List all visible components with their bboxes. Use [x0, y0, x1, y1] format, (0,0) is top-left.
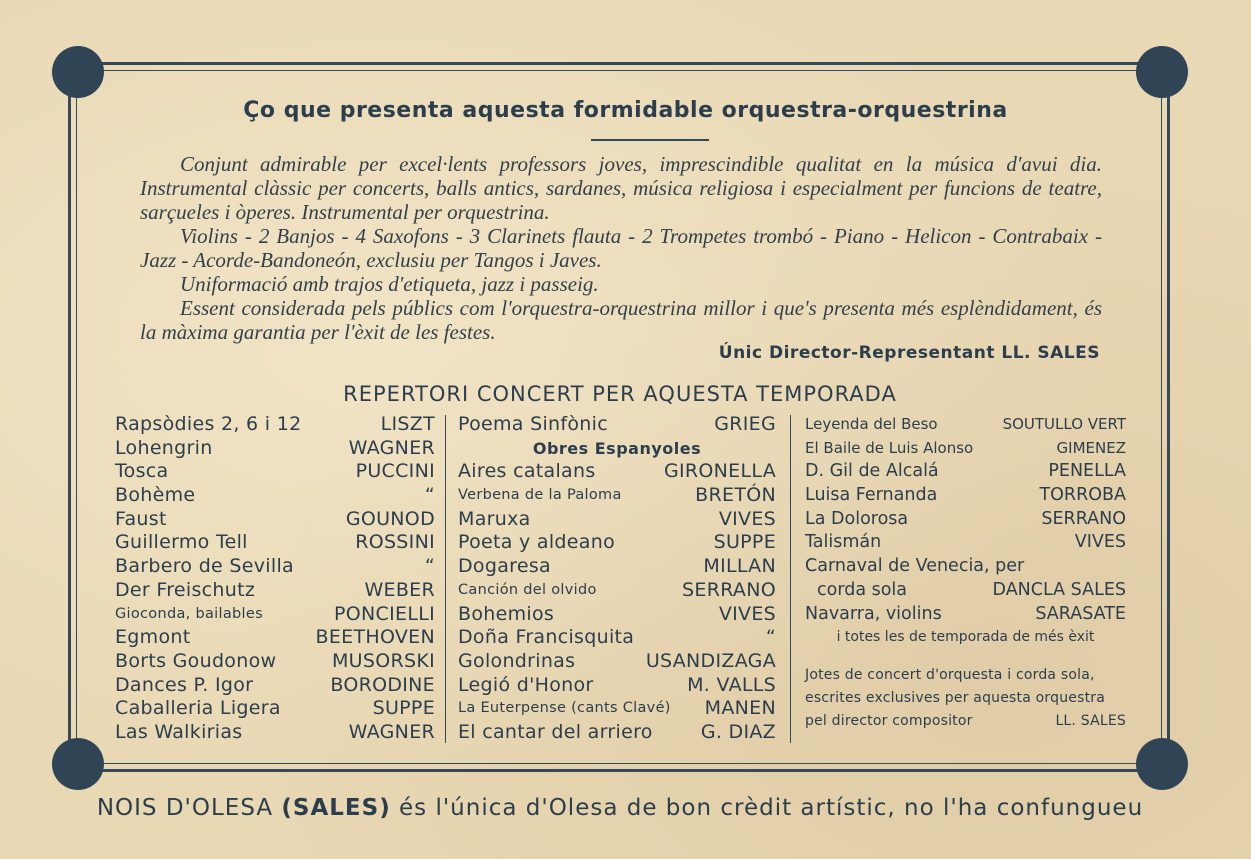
repertoire-item: Caballeria Ligera SUPPE — [115, 697, 435, 720]
intro-text — [140, 152, 1102, 344]
repertoire-item: Dances P. Igor BORODINE — [115, 673, 435, 696]
repertoire-item: Leyenda del Beso SOUTULLO VERT — [805, 415, 1126, 433]
repertoire-item: Faust GOUNOD — [115, 507, 435, 530]
jotes-signature: LL. SALES — [1055, 712, 1126, 729]
repertoire-item: Canción del olvido SERRANO — [458, 578, 776, 601]
repertoire-item: Guillermo Tell ROSSINI — [115, 531, 435, 554]
corner-ornament — [1136, 738, 1188, 790]
intro-paragraph: Uniformació amb trajos d'etiqueta, jazz i passeig. — [180, 272, 599, 296]
season-note: i totes les de temporada de més èxit — [836, 629, 1095, 646]
headline: Ço que presenta aquesta formidable orquestra-orquestrina — [243, 98, 1008, 123]
repertoire-item: Talismán VIVES — [805, 532, 1126, 553]
jotes-note — [805, 664, 1126, 733]
corner-ornament — [1136, 46, 1188, 98]
repertoire-item: Der Freischutz WEBER — [115, 578, 435, 601]
repertoire-item: Verbena de la Paloma BRETÓN — [458, 484, 776, 507]
repertoire-item: Golondrinas USANDIZAGA — [458, 649, 776, 672]
repertoire-item: La Euterpense (cants Clavé) MANEN — [458, 697, 776, 720]
corner-ornament — [52, 738, 104, 790]
repertoire-item: Lohengrin WAGNER — [115, 436, 435, 459]
repertoire-item: Maruxa VIVES — [458, 507, 776, 530]
repertoire-column-3 — [805, 413, 1126, 733]
director-line: Únic Director-Representant LL. SALES — [718, 343, 1100, 363]
repertoire-item: Bohemios VIVES — [458, 602, 776, 625]
repertoire-item: Aires catalans GIRONELLA — [458, 460, 776, 483]
headline-underline — [591, 139, 709, 141]
repertoire-item: corda sola DANCLA SALES — [817, 579, 1126, 600]
jotes-line: escrites exclusives per aquesta orquestra — [805, 689, 1106, 706]
repertoire-item: Rapsòdies 2, 6 i 12 LISZT — [115, 413, 435, 435]
repertoire-item: Doña Francisquita “ — [458, 626, 776, 649]
jotes-line: Jotes de concert d'orquesta i corda sola, — [805, 666, 1095, 683]
repertoire-column-1 — [115, 413, 435, 745]
repertoire-item: Luisa Fernanda TORROBA — [805, 485, 1126, 506]
repertoire-item: Las Walkirias WAGNER — [115, 720, 435, 743]
column-divider — [445, 415, 446, 743]
intro-paragraph: Essent considerada pels públics com l'orquestra-orquestrina millor i que's presenta més esplèndidament, és la màxima garantia per l'èxit de les festes. — [140, 296, 1102, 344]
repertoire-item: Poema Sinfònic GRIEG — [458, 413, 776, 435]
repertoire-item: Tosca PUCCINI — [115, 460, 435, 483]
repertoire-item: El Baile de Luis Alonso GIMENEZ — [805, 438, 1126, 457]
repertoire-item: La Dolorosa SERRANO — [805, 508, 1126, 529]
repertoire-item: Barbero de Sevilla “ — [115, 555, 435, 578]
repertoire-item: Legió d'Honor M. VALLS — [458, 673, 776, 696]
intro-paragraph: Conjunt admirable per excel·lents professors joves, imprescindible qualitat en la música d'avui dia. Instrumental clàssic per concerts, balls antics, sardanes, música religiosa i especialment per funcions de teatre, sarçueles i òperes. Instrumental per orquestrina. — [140, 152, 1102, 224]
repertoire-item: Gioconda, bailables PONCIELLI — [115, 602, 435, 625]
repertoire-item: Egmont BEETHOVEN — [115, 626, 435, 649]
repertoire-item: Bohème “ — [115, 484, 435, 507]
repertoire-item: Borts Goudonow MUSORSKI — [115, 649, 435, 672]
repertoire-item: El cantar del arriero G. DIAZ — [458, 720, 776, 743]
corner-ornament — [52, 46, 104, 98]
footer-slogan: NOIS D'OLESA (SALES) és l'única d'Olesa de bon crèdit artístic, no l'ha confungueu — [96, 795, 1144, 821]
repertoire-item: Carnaval de Venecia, per — [805, 556, 1025, 577]
repertoire-item: Navarra, violins SARASATE — [805, 603, 1126, 624]
spanish-works-subheading: Obres Espanyoles — [532, 438, 702, 458]
repertoire-column-2 — [458, 413, 776, 745]
column-divider — [790, 415, 791, 743]
intro-paragraph: Violins - 2 Banjos - 4 Saxofons - 3 Clarinets flauta - 2 Trompetes trombó - Piano - Helicon - Contrabaix - Jazz - Acorde-Bandoneón, exclusiu per Tangos i Javes. — [140, 224, 1102, 272]
repertoire-item: Poeta y aldeano SUPPE — [458, 531, 776, 554]
repertoire-item: Dogaresa MILLAN — [458, 555, 776, 578]
repertoire-title: REPERTORI CONCERT PER AQUESTA TEMPORADA — [343, 382, 897, 406]
jotes-line: pel director compositor LL. SALES — [805, 710, 1126, 733]
spacer — [805, 650, 1126, 664]
repertoire-item: D. Gil de Alcalá PENELLA — [805, 461, 1126, 482]
